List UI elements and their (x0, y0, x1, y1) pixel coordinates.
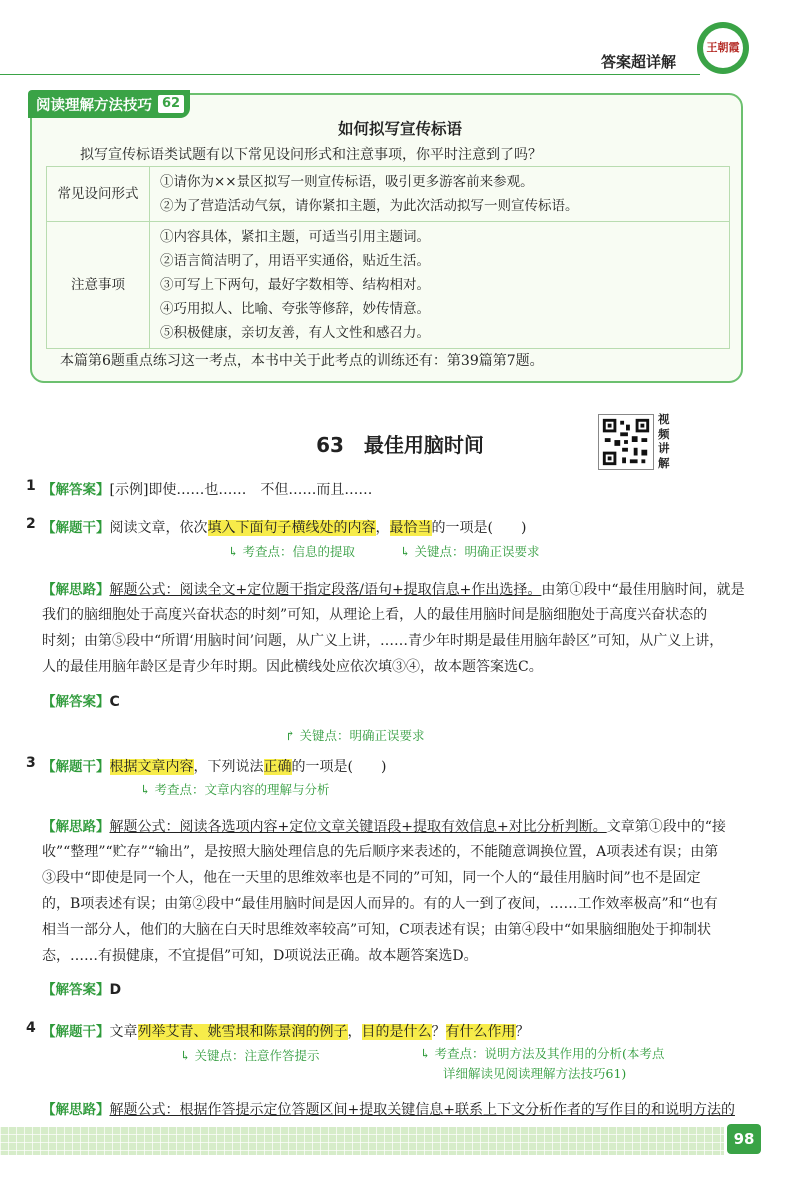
q2-annotation-key: ↳ 关键点：明确正误要求 (400, 544, 540, 559)
section-title (0, 429, 800, 458)
page-number: 98 (727, 1124, 761, 1154)
q2-annotation-text: 关键点：明确正误要求 (414, 544, 540, 559)
q4-number: 4 (26, 1020, 36, 1036)
q4-think-line-0 (42, 1098, 735, 1119)
tips-tab (28, 90, 190, 118)
tips-title: 如何拟写宣传标语 (337, 120, 462, 138)
brand-logo-text: 王朝霞 (703, 28, 743, 68)
tips-item: ②语言简洁明了，用语平实通俗，贴近生活。 (160, 253, 430, 269)
tips-row-label-text: 注意事项 (71, 277, 125, 293)
q3-stem-text: ，下列说法 (193, 759, 264, 775)
video-label: 视频讲解 (658, 412, 670, 470)
q4-think-formula: 解题公式：根据作答提示定位答题区间+提取关键信息+联系上下文分析作者的写作目的和说明方法的 (109, 1102, 735, 1118)
brand-logo (697, 22, 749, 74)
q3-annotation-text: 考查点：文章内容的理解与分析 (154, 782, 330, 797)
q4-stem-text: ？ (431, 1024, 446, 1040)
q2-stem-highlight: 填入下面句子横线处的内容 (207, 520, 376, 536)
q2-stem-highlight: 最恰当 (389, 520, 432, 536)
q2-annotation-focus: ↳ 考查点：信息的提取 (228, 544, 355, 559)
q4-annotation-text: 考查点：说明方法及其作用的分析(本考点 (434, 1046, 665, 1061)
q4-annotation-text: 关键点：注意作答提示 (194, 1048, 320, 1063)
q3-annotation-key: ↱ 关键点：明确正误要求 (285, 728, 425, 743)
tips-intro: 拟写宣传标语类试题有以下常见设问形式和注意事项，你平时注意到了吗？ (80, 147, 542, 163)
tips-item: ①内容具体，紧扣主题，可适当引用主题词。 (160, 229, 430, 245)
header-rule (0, 74, 700, 75)
q2-think-line-2: 时刻；由第⑤段中“所谓‘用脑时间’问题，从广义上讲，……青少年时期是最佳用脑年龄区”可知，从广义上讲， (42, 633, 724, 649)
q3-annotation-focus: ↳ 考查点：文章内容的理解与分析 (140, 782, 330, 797)
section-heading: 最佳用脑时间 (363, 433, 484, 457)
q4-annotation-focus-cont: 详细解读见阅读理解方法技巧61) (443, 1066, 627, 1081)
q3-think-line-3: 的，B项表述有误；由第②段中“最佳用脑时间是因人而异的。有的人一到了夜间，……工作效率极高”和“也有 (42, 896, 718, 912)
q3-stem-line (42, 755, 386, 776)
tips-item: ④巧用拟人、比喻、夸张等修辞，妙传情意。 (160, 301, 430, 317)
q3-think-formula: 解题公式：阅读各选项内容+定位文章关键语段+提取有效信息+对比分析判断。 (109, 819, 607, 835)
tips-row-notes (47, 222, 730, 349)
qr-code-icon[interactable] (598, 414, 654, 470)
q2-answer: C (109, 694, 120, 710)
tips-row-label (47, 222, 150, 349)
q3-think-line-1: 收”“整理”“贮存”“输出”，是按照大脑处理信息的先后顺序来表述的，不能随意调换位置，A项表述有误；由第 (42, 844, 719, 860)
q3-think-line-2: ③段中“即使是同一个人，他在一天里的思维效率也是不同的”可知，同一个人的“最佳用脑时间”也不是固定 (42, 870, 701, 886)
q3-annotation-text: 关键点：明确正误要求 (299, 728, 425, 743)
q4-stem-tag: 【解题干】 (42, 1024, 110, 1040)
q3-think-line-0 (42, 815, 726, 836)
tips-note: 本篇第6题重点练习这一考点，本书中关于此考点的训练还有：第39篇第7题。 (60, 353, 544, 369)
q2-think-line-0 (42, 578, 745, 599)
tips-row-label-text: 常见设问形式 (57, 186, 139, 202)
footer-band (0, 1127, 724, 1155)
q4-annotation-focus: ↳ 考查点：说明方法及其作用的分析(本考点 (420, 1046, 665, 1061)
q2-think-line-1: 我们的脑细胞处于高度兴奋状态的时刻”可知，从理论上看，人的最佳用脑时间是脑细胞处于高度兴奋状态的 (42, 607, 708, 623)
tips-tab-number: 62 (158, 95, 184, 113)
header-title: 答案超详解 (601, 53, 677, 71)
q2-stem-text: ， (375, 520, 390, 536)
q4-think-tag: 【解思路】 (42, 1102, 110, 1118)
tips-table (46, 166, 730, 349)
q3-answer-tag: 【解答案】 (42, 982, 110, 998)
q3-stem-highlight: 根据文章内容 (109, 759, 194, 775)
tips-row-content (150, 167, 730, 222)
q3-stem-text: 的一项是( ) (291, 759, 387, 775)
q1-answer-tag: 【解答案】 (42, 482, 110, 498)
tips-item: ③可写上下两句，最好字数相等、结构相对。 (160, 277, 430, 293)
tips-item: ①请你为××景区拟写一则宣传标语，吸引更多游客前来参观。 (160, 174, 534, 190)
q2-stem-tag: 【解题干】 (42, 520, 110, 536)
q1-answer-text: [示例]即使……也…… 不但……而且…… (109, 482, 373, 498)
tips-item: ⑤积极健康，亲切友善，有人文性和感召力。 (160, 325, 430, 341)
q2-think-text: 由第①段中“最佳用脑时间，就是 (541, 582, 745, 598)
q3-answer: D (109, 982, 122, 998)
q2-answer-tag: 【解答案】 (42, 694, 110, 710)
q2-stem-line (42, 516, 526, 537)
tips-row-questions (47, 167, 730, 222)
q2-think-tag: 【解思路】 (42, 582, 110, 598)
q3-answer-line (42, 978, 121, 998)
q2-answer-line (42, 690, 120, 710)
tips-row-label (47, 167, 150, 222)
q2-stem-text: 的一项是( ) (431, 520, 527, 536)
q1-answer-line (42, 478, 372, 499)
q2-number: 2 (26, 516, 36, 532)
q3-think-line-5: 态，……有损健康，不宜提倡”可知，D项说法正确。故本题答案选D。 (42, 948, 478, 964)
tips-tab-label: 阅读理解方法技巧 (36, 97, 152, 114)
q2-think-formula: 解题公式：阅读全文+定位题干指定段落/语句+提取信息+作出选择。 (109, 582, 542, 598)
q2-think-line-3: 人的最佳用脑年龄区是青少年时期。因此横线处应依次填③④，故本题答案选C。 (42, 659, 543, 675)
q4-stem-text: 文章 (109, 1024, 138, 1040)
q2-annotation-text: 考查点：信息的提取 (242, 544, 355, 559)
q2-stem-text: 阅读文章，依次 (109, 520, 208, 536)
q4-stem-highlight: 目的是什么 (361, 1024, 432, 1040)
q3-think-text: 文章第①段中的“接 (606, 819, 726, 835)
q3-number: 3 (26, 755, 36, 771)
section-number: 63 (316, 433, 344, 457)
q1-number: 1 (26, 478, 36, 494)
q3-stem-tag: 【解题干】 (42, 759, 110, 775)
tips-row-content (150, 222, 730, 349)
q3-think-tag: 【解思路】 (42, 819, 110, 835)
q3-stem-highlight: 正确 (263, 759, 292, 775)
q3-think-line-4: 相当一部分人，他们的大脑在白天时思维效率较高”可知，C项表述有误；由第④段中“如果脑细胞处于抑制状 (42, 922, 712, 938)
q4-stem-text: ？ (515, 1024, 530, 1040)
q4-stem-highlight: 列举艾青、姚雪垠和陈景润的例子 (137, 1024, 348, 1040)
q4-annotation-key: ↳ 关键点：注意作答提示 (180, 1048, 320, 1063)
tips-item: ②为了营造活动气氛，请你紧扣主题，为此次活动拟写一则宣传标语。 (160, 198, 579, 214)
q4-stem-line (42, 1020, 530, 1041)
q4-stem-text: ， (347, 1024, 362, 1040)
q4-stem-highlight: 有什么作用 (445, 1024, 516, 1040)
